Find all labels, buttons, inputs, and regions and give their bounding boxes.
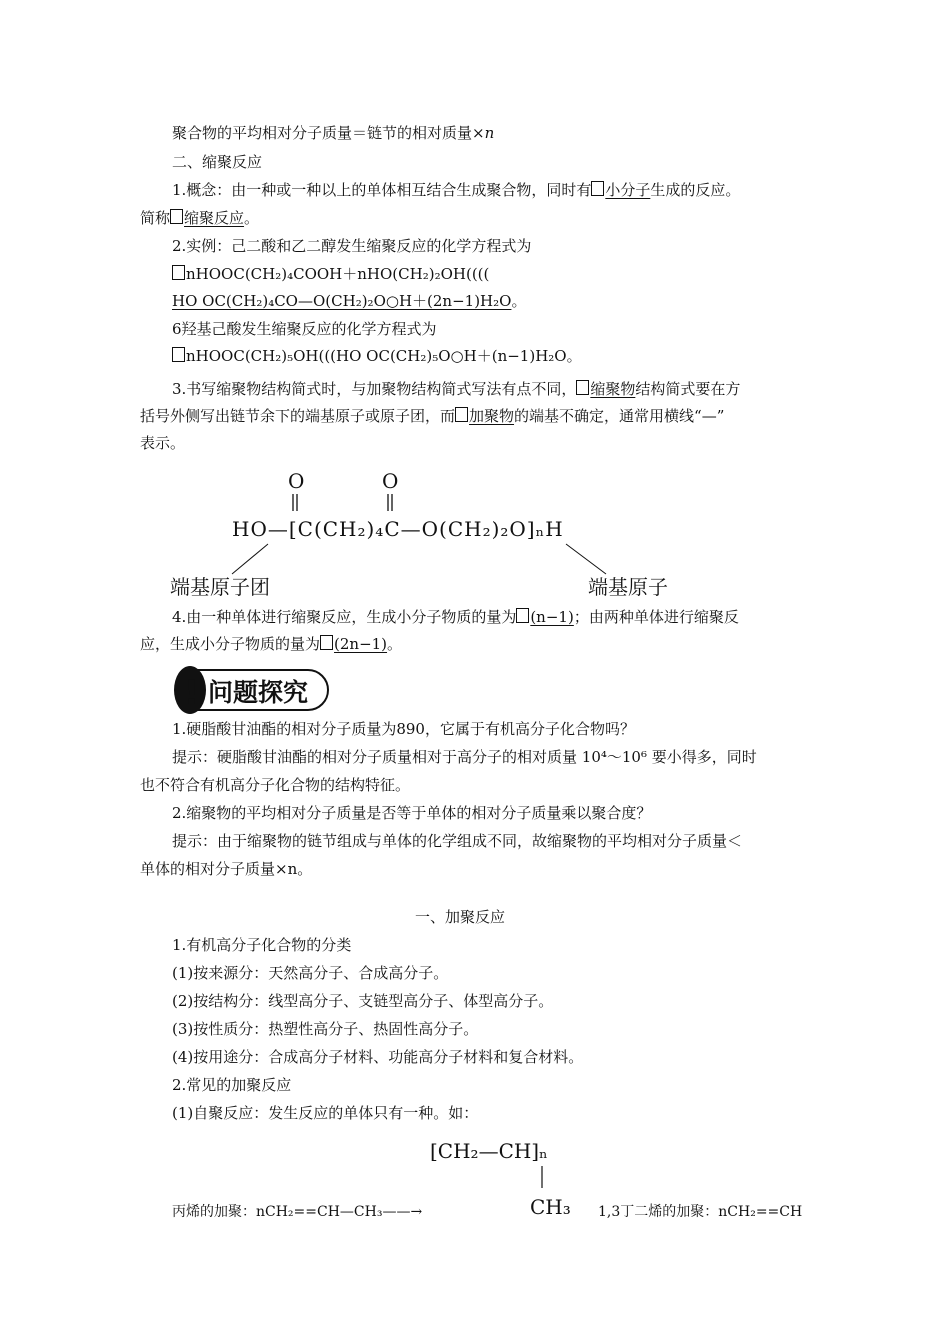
end-group-label-left: 端基原子团	[170, 575, 270, 599]
addition-title: 2.常见的加聚反应	[172, 1076, 292, 1094]
equation-1-line-1: nHOOC(CH₂)₄COOH＋nHO(CH₂)₂OH((((	[172, 264, 489, 284]
concept-line: 1.概念：由一种或一种以上的单体相互结合生成聚合物，同时有 小分子生成的反应。	[172, 181, 741, 199]
blank-box	[576, 380, 589, 395]
paragraph-4-line-1: 4.由一种单体进行缩聚反应，生成小分子物质的量为 (n−1)；由两种单体进行缩聚反	[172, 608, 739, 626]
equation-2: nHOOC(CH₂)₅OH(((HO OC(CH₂)₅O○H＋(n−1)H₂O。	[172, 346, 582, 366]
blank-box	[172, 347, 185, 362]
classification-title: 1.有机高分子化合物的分类	[172, 936, 352, 954]
classification-item-2: (2)按结构分：线型高分子、支链型高分子、体型高分子。	[172, 992, 554, 1010]
polypropylene-repeat-unit: [CH₂—CH]ₙ	[430, 1139, 548, 1163]
blank-box	[320, 635, 333, 650]
blank-box	[591, 181, 604, 196]
answer-2-line-2: 单体的相对分子质量×n。	[140, 860, 313, 878]
answer-1-line-2: 也不符合有机高分子化合物的结构特征。	[140, 776, 411, 794]
carbonyl-oxygen-1: O	[288, 469, 305, 493]
butadiene-polymerization: 1,3丁二烯的加聚：nCH₂==CH	[598, 1204, 803, 1220]
paragraph-4-line-2: 应，生成小分子物质的量为 (2n−1)。	[140, 635, 403, 653]
paragraph-3-line-2: 括号外侧写出链节余下的端基原子或原子团，而 加聚物的端基不确定，通常用横线“—”	[140, 407, 725, 425]
blank-box	[170, 209, 183, 224]
carbonyl-oxygen-2: O	[382, 469, 399, 493]
methyl-group: CH₃	[530, 1195, 571, 1219]
end-group-label-right: 端基原子	[588, 575, 668, 599]
equation-1-line-2: HO OC(CH₂)₄CO—O(CH₂)₂O○H＋(2n−1)H₂O。	[172, 292, 527, 310]
blank-box	[172, 265, 185, 280]
inquiry-banner	[168, 664, 334, 716]
banner-title: 问题探究	[208, 678, 309, 707]
exclamation-icon: !	[184, 673, 200, 713]
classification-item-3: (3)按性质分：热塑性高分子、热固性高分子。	[172, 1020, 479, 1038]
blank-box	[516, 608, 529, 623]
hydroxy-title: 6羟基己酸发生缩聚反应的化学方程式为	[172, 320, 437, 338]
paragraph-3-line-1: 3.书写缩聚物结构简式时，与加聚物结构简式写法有点不同， 缩聚物结构简式要在方	[172, 380, 741, 398]
classification-item-1: (1)按来源分：天然高分子、合成高分子。	[172, 964, 449, 982]
paragraph-3-line-3: 表示。	[140, 434, 186, 452]
question-2: 2.缩聚物的平均相对分子质量是否等于单体的相对分子质量乘以聚合度？	[172, 804, 652, 822]
polyester-formula: HO—[C(CH₂)₄C—O(CH₂)₂O]ₙH	[232, 517, 564, 541]
example-title: 2.实例：己二酸和乙二醇发生缩聚反应的化学方程式为	[172, 237, 532, 255]
section-heading-condensation: 二、缩聚反应	[172, 153, 263, 171]
answer-1-line-1: 提示：硬脂酸甘油酯的相对分子质量相对于高分子的相对质量 10⁴～10⁶ 要小得多，同时	[172, 748, 757, 766]
question-1: 1.硬脂酸甘油酯的相对分子质量为890，它属于有机高分子化合物吗？	[172, 720, 635, 738]
concept-line-2: 简称 缩聚反应。	[140, 209, 260, 227]
propene-polymerization: 丙烯的加聚：nCH₂==CH—CH₃——→	[172, 1204, 423, 1220]
answer-2-line-1: 提示：由于缩聚物的链节组成与单体的化学组成不同，故缩聚物的平均相对分子质量＜	[172, 832, 743, 850]
self-polymerization: (1)自聚反应：发生反应的单体只有一种。如：	[172, 1104, 479, 1122]
polyester-structure-diagram	[170, 466, 720, 606]
text-line-avg-mass: 聚合物的平均相对分子质量＝链节的相对质量×n	[172, 124, 495, 142]
blank-box	[455, 407, 468, 422]
classification-item-4: (4)按用途分：合成高分子材料、功能高分子材料和复合材料。	[172, 1048, 584, 1066]
section-heading-addition: 一、加聚反应	[415, 908, 506, 926]
